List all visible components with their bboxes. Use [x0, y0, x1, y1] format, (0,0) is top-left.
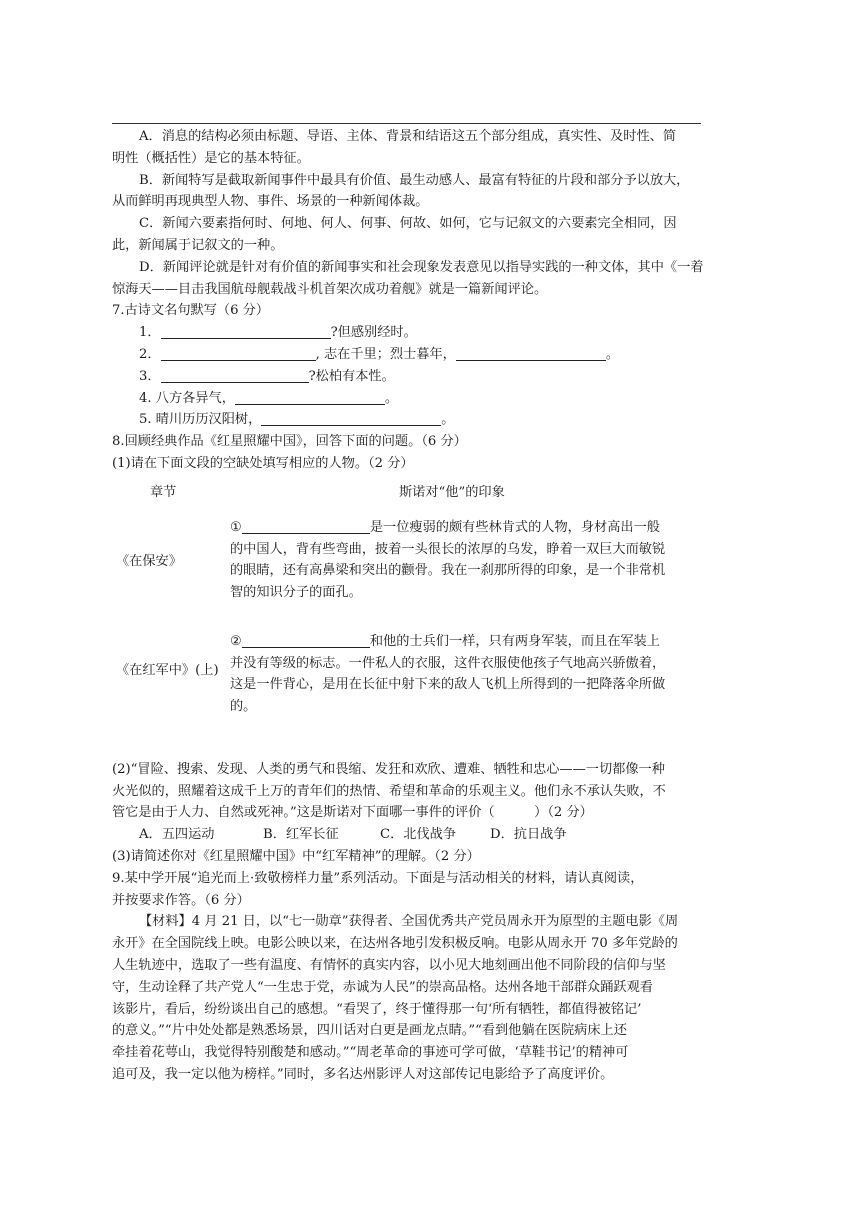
q7-line-2-number: 2．	[139, 346, 161, 362]
q7-line-1	[112, 322, 704, 344]
q6-options	[112, 126, 704, 300]
row2-line-c: 这是一件背心，是用在长征中射下来的敌人飞机上所得到的一把降落伞所做	[230, 677, 666, 693]
q7-line-5-text: 5. 晴川历历汉阳树，	[139, 412, 262, 428]
row2-line-d: 的。	[230, 699, 257, 715]
q6-option-d-line2: 惊海天——目击我国航母舰载战斗机首架次成功着舰》就是一篇新闻评论。	[112, 281, 548, 297]
q7-line-4-end: 。	[384, 390, 399, 406]
q8-part2-line2: 火光似的，照耀着这成千上万的青年们的热情、希望和革命的乐观主义。他们永不承认失败，不	[112, 783, 666, 799]
q9-material-line3: 人生轨迹中，选取了一些有温度、有情怀的真实内容，以小见大地刻画出他不同阶段的信仰与坚	[112, 957, 666, 973]
q7-line-1-text: ?但感别经时。	[330, 325, 417, 341]
row2-text-a: 和他的士兵们一样，只有两身军装，而且在军装上	[369, 633, 660, 649]
table-blank-1[interactable]	[242, 518, 370, 534]
q7-line-5-end: 。	[441, 412, 455, 428]
q7-line-2	[112, 344, 704, 366]
q6-option-c-line2: 此，新闻属于记叙文的一种。	[112, 237, 284, 253]
q7-line-5	[112, 409, 704, 431]
row2-line-a	[230, 631, 682, 653]
table-blank-2[interactable]	[242, 632, 370, 648]
q7-line-4	[112, 388, 704, 410]
q6-option-d-line1: D．新闻评论就是针对有价值的新闻事实和社会现象发表意见以指导实践的一种文体，其中《一着	[139, 259, 704, 275]
q8-title: 8.回顾经典作品《红星照耀中国》，回答下面的问题。（6 分）	[112, 434, 467, 450]
q9-material-line1: 【材料】4 月 21 日，以“七一勋章”获得者、全国优秀共产党员周永开为原型的主题电影《周	[139, 914, 679, 930]
q7-blank-5[interactable]	[261, 410, 441, 426]
row2-mark: ②	[230, 633, 242, 649]
q9-title-line1: 9.某中学开展“追光而上·致敬榜样力量”系列活动。下面是与活动相关的材料，请认真阅读，	[112, 870, 644, 886]
q8-table	[112, 475, 704, 759]
q9-material-line7: 牵挂着花萼山，我觉得特别酸楚和感动。”“周老革命的事迹可学可做，‘草鞋书记’的精神可	[112, 1045, 629, 1061]
header-rule	[112, 123, 701, 124]
q7-line-2-end: 。	[605, 346, 620, 362]
q7-line-3	[112, 366, 704, 388]
q6-option-c-line1: C．新闻六要素指何时、何地、何人、何事、何故、如何，它与记叙文的六要素完全相同，因	[139, 216, 677, 232]
row1-line-c: 的眼睛，还有高鼻梁和突出的颧骨。我在一刹那所得的印象，是一个非常机	[230, 563, 666, 579]
option-d[interactable]: D．抗日战争	[490, 827, 567, 843]
q6-option-b-line2: 从而鲜明再现典型人物、事件、场景的一种新闻体裁。	[112, 194, 429, 210]
row1-line-a	[230, 517, 682, 539]
q7-blank-3[interactable]	[161, 367, 309, 383]
q8-part3-prompt: (3)请简述你对《红星照耀中国》中“红军精神”的理解。（2 分）	[112, 848, 480, 864]
row2-line-b: 并没有等级的标志。一件私人的衣服，这件衣服使他孩子气地高兴骄傲着，	[230, 655, 666, 671]
q7-title: 7.古诗文名句默写（6 分）	[112, 303, 270, 319]
q7-line-4-text: 4. 八方各异气，	[139, 390, 235, 406]
row1-line-b: 的中国人，背有些弯曲，披着一头很长的浓厚的乌发，睁着一双巨大而敏锐	[230, 541, 666, 557]
q9-material-line5: 该影片，看后，纷纷谈出自己的感想。“看哭了，终于懂得那一句‘所有牺牲，都值得被铭记’	[112, 1001, 642, 1017]
q7-blank-4[interactable]	[235, 389, 385, 405]
row1-text-a: 是一位瘦弱的颇有些林肯式的人物，身材高出一般	[369, 519, 660, 535]
table-row2-impression	[230, 631, 682, 718]
q8-part1-prompt: (1)请在下面文段的空缺处填写相应的人物。（2 分）	[112, 455, 414, 471]
document-body	[112, 126, 704, 1086]
q6-option-b-line1: B．新闻特写是截取新闻事件中最具有价值、最生动感人、最富有特征的片段和部分予以放大，	[139, 172, 690, 188]
q7-line-1-number: 1．	[139, 325, 161, 341]
q8-part2-line1: (2)“冒险、搜索、发现、人类的勇气和畏缩、发狂和欢欣、遭难、牺牲和忠心——一切都像一种	[112, 761, 665, 777]
option-a[interactable]: A．五四运动	[139, 827, 215, 843]
q9-material-line2: 永开》在全国院线上映。电影公映以来，在达州各地引发积极反响。电影从周永开 70 多年党龄的	[112, 936, 678, 952]
q7-line-2-text: , 志在千里；烈士暮年，	[315, 346, 456, 362]
table-row2-chapter: 《在红军中》(上)	[116, 662, 219, 678]
q7-blank-2b[interactable]	[456, 345, 606, 361]
q7-line-3-number: 3．	[139, 368, 161, 384]
table-row1-chapter: 《在保安》	[116, 553, 182, 569]
q7-blank-1[interactable]	[161, 323, 331, 339]
q7-line-3-text: ?松柏有本性。	[308, 368, 395, 384]
q9-material-line4: 守，生动诠释了共产党人“一生忠于党，赤诚为人民”的崇高品格。达州各地干部群众踊跃观看	[112, 979, 653, 995]
table-header-impression: 斯诺对“他”的印象	[399, 484, 505, 500]
q9-title-line2: 并按要求作答。（6 分）	[112, 892, 250, 908]
q6-option-a-line2: 明性（概括性）是它的基本特征。	[112, 150, 310, 166]
q6-option-a-line1: A．消息的结构必须由标题、导语、主体、背景和结语这五个部分组成，真实性、及时性、简	[139, 129, 677, 144]
q8-part2-line3: 管它是由于人力、自然或死神。”这是斯诺对下面哪一事件的评价（ ）（2 分）	[112, 805, 593, 821]
q9-material-line8: 追可及，我一定以他为榜样。”同时，多名达州影评人对这部传记电影给予了高度评价。	[112, 1066, 614, 1082]
row1-mark: ①	[230, 519, 242, 535]
option-c[interactable]: C．北伐战争	[380, 827, 457, 843]
q7-blank-2a[interactable]	[161, 345, 316, 361]
table-row1-impression	[230, 517, 682, 604]
option-b[interactable]: B．红军长征	[263, 827, 339, 843]
q7-section	[112, 300, 704, 431]
q9-material-line6: 的意义。”“片中处处都是熟悉场景，四川话对白更是画龙点睛。”“看到他躺在医院病床上还	[112, 1023, 627, 1039]
q8-section	[112, 431, 704, 868]
q9-section	[112, 868, 704, 1086]
q8-part2-options	[112, 824, 704, 846]
table-header-chapter: 章节	[150, 484, 177, 500]
row1-line-d: 智的知识分子的面孔。	[230, 585, 362, 601]
